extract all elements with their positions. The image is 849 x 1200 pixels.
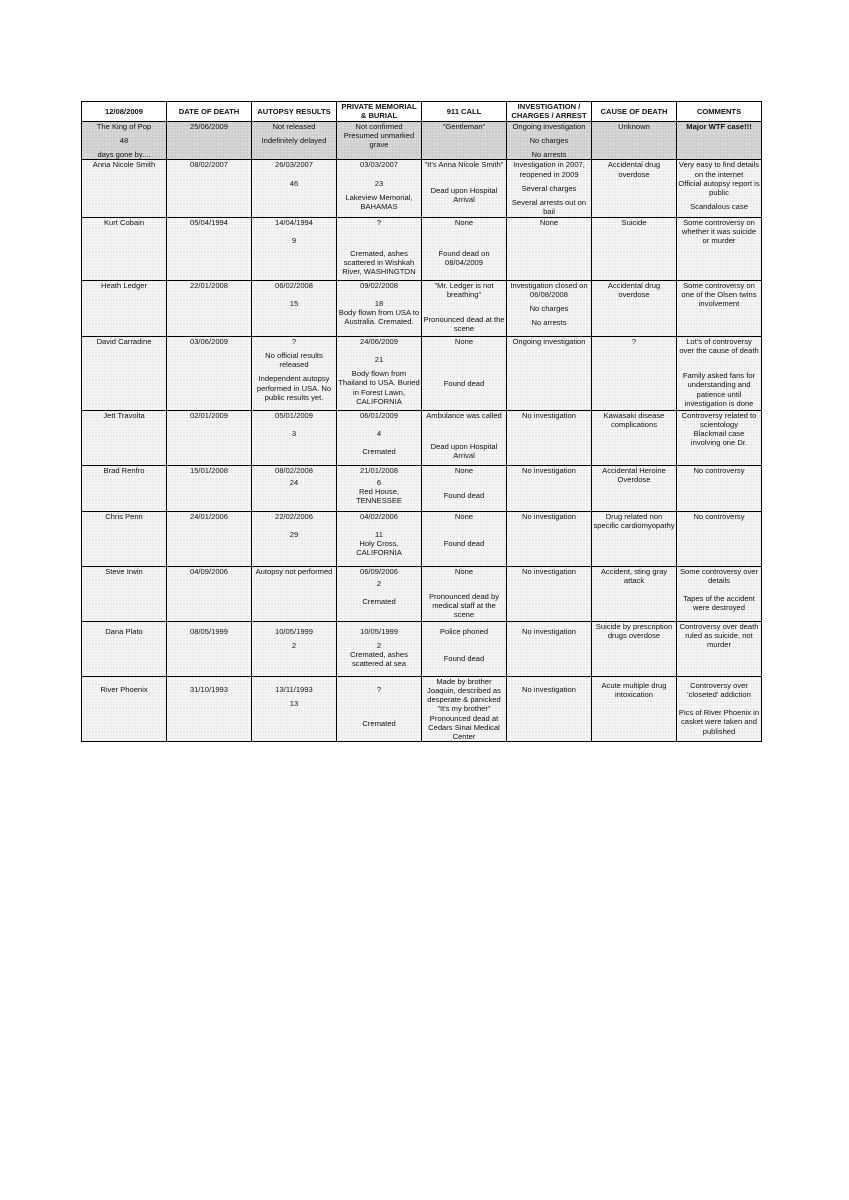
call-cell: [422, 160, 507, 217]
investigation-text: Ongoing investigation: [512, 121, 586, 131]
comment-cell: [677, 160, 762, 217]
memorial-cell: [337, 621, 422, 676]
memorial-days: 6: [376, 477, 382, 487]
name-cell: Steve Irwin: [82, 566, 167, 621]
call-text: None: [454, 217, 474, 227]
arrests-text: No arrests: [531, 318, 567, 328]
autopsy-cell: [252, 511, 337, 566]
memorial-place: Cremated: [362, 718, 396, 728]
autopsy-cell: [252, 280, 337, 336]
cause-cell: Kawasaki disease complications: [592, 410, 677, 465]
call-cell: [422, 676, 507, 742]
comment-cell: Some controversy on whether it was suicide or murder: [677, 217, 762, 280]
table-row: [82, 160, 762, 217]
memorial-date: ?: [376, 684, 382, 694]
table-row: [82, 511, 762, 566]
days-text: days gone by....: [97, 150, 151, 159]
memorial-cell: [337, 217, 422, 280]
call-text: Made by brother Joaquin, described as desperate & panicked "It's my brother": [427, 676, 501, 714]
arrests-text: No arrests: [531, 150, 567, 159]
autopsy-date: 14/04/1994: [274, 217, 313, 227]
autopsy-days: 13: [289, 698, 299, 708]
investigation-cell: No investigation: [507, 676, 592, 742]
comment-text: Lot's of controversy over the cause of death: [679, 336, 759, 355]
header-cause: CAUSE OF DEATH: [592, 102, 677, 122]
autopsy-date: 26/03/2007: [274, 160, 313, 170]
comment-cell: [677, 676, 762, 742]
memorial-place: Body flown from USA to Australia. Cremated.: [338, 308, 420, 327]
memorial-date: 06/01/2009: [359, 410, 398, 420]
name-cell: Heath Ledger: [82, 280, 167, 336]
comment-text: Pics of River Phoenix in casket were taken and published: [678, 708, 760, 736]
call-text: "It's Anna Nicole Smith": [424, 160, 504, 170]
arrests-text: Several arrests out on bail: [511, 198, 587, 217]
cause-cell: Accident, sting gray attack: [592, 566, 677, 621]
comment-text: Blackmail case involving one Dr.: [690, 429, 748, 448]
autopsy-date: 05/01/2009: [274, 410, 313, 420]
name-cell: Kurt Cobain: [82, 217, 167, 280]
cause-cell: Acute multiple drug intoxication: [592, 676, 677, 742]
header-date: 12/08/2009: [82, 102, 167, 122]
autopsy-cell: [252, 465, 337, 511]
memorial-note: Presumed unmarked grave: [343, 130, 415, 149]
header-memorial: PRIVATE MEMORIAL & BURIAL: [337, 102, 422, 122]
memorial-place: Lakeview Memorial, BAHAMAS: [345, 192, 413, 211]
memorial-days: 18: [374, 298, 384, 308]
autopsy-date: 06/02/2008: [274, 280, 313, 290]
cause-cell: Unknown: [592, 121, 677, 160]
investigation-cell: No investigation: [507, 511, 592, 566]
memorial-cell: [337, 336, 422, 410]
cause-cell: Suicide: [592, 217, 677, 280]
comment-text: Controversy related to scientology: [681, 410, 757, 429]
table-row: [82, 676, 762, 742]
call-outcome: Found dead: [443, 490, 485, 500]
charges-text: No charges: [529, 135, 569, 145]
date-cell: 24/01/2006: [167, 511, 252, 566]
call-cell: [422, 566, 507, 621]
date-cell: 25/06/2009: [167, 121, 252, 160]
investigation-cell: No investigation: [507, 566, 592, 621]
call-cell: [422, 465, 507, 511]
investigation-cell: [507, 280, 592, 336]
call-text: None: [454, 511, 474, 521]
table-row: [82, 465, 762, 511]
memorial-place: Red House, TENNESSEE: [356, 487, 402, 506]
cause-cell: ?: [592, 336, 677, 410]
memorial-cell: [337, 465, 422, 511]
autopsy-days: 24: [289, 477, 299, 487]
date-cell: 15/01/2008: [167, 465, 252, 511]
memorial-date: 10/05/1999: [359, 626, 398, 636]
call-text: Ambulance was called: [426, 410, 502, 420]
comment-cell: [677, 566, 762, 621]
memorial-place: Cremated, ashes scattered in Wishkah River, WASHINGTON: [342, 248, 416, 277]
call-outcome: Dead upon Hospital Arrival: [430, 185, 498, 204]
memorial-place: Cremated: [362, 597, 396, 606]
call-cell: [422, 280, 507, 336]
header-row: [82, 102, 762, 122]
call-cell: [422, 621, 507, 676]
autopsy-note: No official results released: [265, 350, 323, 369]
call-outcome: Found dead on 08/04/2009: [438, 248, 490, 267]
autopsy-text: Not released: [272, 121, 316, 131]
call-cell: [422, 511, 507, 566]
call-outcome: Dead upon Hospital Arrival: [430, 441, 498, 460]
memorial-place: Cremated: [362, 447, 396, 456]
name-cell: Brad Renfro: [82, 465, 167, 511]
name-cell: Jett Travolta: [82, 410, 167, 465]
comment-cell: Major WTF case!!!: [677, 121, 762, 160]
name-cell: Dana Plato: [82, 621, 167, 676]
investigation-text: Investigation in 2007, reopened in 2009: [513, 160, 585, 179]
comment-cell: [677, 410, 762, 465]
date-cell: 08/02/2007: [167, 160, 252, 217]
memorial-date: 04/02/2006: [359, 511, 398, 521]
memorial-date: 03/03/2007: [359, 160, 398, 170]
celebrity-deaths-table: [81, 101, 762, 742]
autopsy-date: ?: [291, 336, 297, 346]
date-cell: 03/06/2009: [167, 336, 252, 410]
comment-cell: Some controversy on one of the Olsen twins involvement: [677, 280, 762, 336]
cause-cell: Accidental Heroine Overdose: [592, 465, 677, 511]
autopsy-cell: [252, 676, 337, 742]
memorial-days: 23: [374, 178, 384, 188]
cause-cell: Suicide by prescription drugs overdose: [592, 621, 677, 676]
comment-text: Some controversy over details: [679, 566, 759, 585]
name-text: The King of Pop: [96, 121, 152, 131]
table-row: [82, 121, 762, 160]
autopsy-days: 46: [289, 178, 299, 188]
call-outcome: Found dead: [443, 653, 485, 663]
investigation-cell: [507, 160, 592, 217]
name-cell: Anna Nicole Smith: [82, 160, 167, 217]
autopsy-cell: [252, 160, 337, 217]
charges-text: No charges: [529, 304, 569, 313]
autopsy-days: 9: [291, 235, 297, 245]
investigation-text: Investigation closed on 06/08/2008: [510, 280, 588, 299]
date-cell: 22/01/2008: [167, 280, 252, 336]
comment-text: Family asked fans for understanding and patience until investigation is done: [682, 371, 756, 408]
header-autopsy: AUTOPSY RESULTS: [252, 102, 337, 122]
days-count: 48: [119, 135, 129, 145]
table-row: [82, 410, 762, 465]
call-text: Police phoned: [439, 626, 489, 636]
investigation-cell: No investigation: [507, 465, 592, 511]
autopsy-cell: [252, 621, 337, 676]
cause-cell: Accidental drug overdose: [592, 280, 677, 336]
investigation-cell: [507, 121, 592, 160]
comment-cell: No controversy: [677, 465, 762, 511]
investigation-cell: No investigation: [507, 410, 592, 465]
comment-text: Tapes of the accident were destroyed: [683, 594, 755, 613]
memorial-date: ?: [376, 217, 382, 227]
date-cell: 04/09/2006: [167, 566, 252, 621]
call-outcome: Found dead: [443, 538, 485, 548]
comment-cell: No controversy: [677, 511, 762, 566]
date-cell: 02/01/2009: [167, 410, 252, 465]
comment-text: Controversy over 'closeted' addiction: [687, 680, 751, 699]
call-cell: [422, 217, 507, 280]
autopsy-date: 22/02/2006: [274, 511, 313, 521]
autopsy-cell: [252, 336, 337, 410]
call-outcome: Pronounced dead by medical staff at the scene: [428, 591, 500, 620]
memorial-days: 11: [375, 529, 383, 539]
call-cell: [422, 336, 507, 410]
memorial-days: 2: [376, 578, 382, 588]
call-outcome: Pronounced dead at the scene: [423, 315, 505, 334]
investigation-cell: None: [507, 217, 592, 280]
comment-text: Very easy to find details on the internet: [678, 160, 760, 179]
header-comments: COMMENTS: [677, 102, 762, 122]
memorial-date: 09/02/2008: [359, 280, 398, 290]
call-outcome: Found dead: [443, 378, 485, 388]
autopsy-date: 10/05/1999: [274, 626, 313, 636]
table-row: [82, 621, 762, 676]
memorial-place: Holy Cross, CALIFORNIA: [356, 539, 402, 558]
autopsy-cell: [252, 217, 337, 280]
memorial-date: 24/06/2009: [359, 336, 398, 346]
investigation-cell: Ongoing investigation: [507, 336, 592, 410]
memorial-days: 2: [376, 640, 382, 650]
memorial-place: Cremated, ashes scattered at sea: [350, 650, 408, 669]
memorial-cell: [337, 410, 422, 465]
comment-text: Official autopsy report is public: [678, 178, 760, 197]
call-text: "Mr. Ledger is not breathing": [434, 280, 494, 299]
memorial-cell: [337, 676, 422, 742]
autopsy-cell: [252, 121, 337, 160]
name-cell: Chris Penn: [82, 511, 167, 566]
autopsy-cell: Autopsy not performed: [252, 566, 337, 621]
memorial-days: 4: [376, 428, 382, 438]
memorial-days: 21: [374, 354, 384, 364]
cause-cell: Drug related non specific cardiomyopathy: [592, 511, 677, 566]
memorial-place: Body flown from Thailand to USA. Buried in Forest Lawn, CALIFORNIA: [338, 369, 420, 406]
name-cell: [82, 121, 167, 160]
autopsy-note: Indefinitely delayed: [261, 135, 327, 145]
memorial-cell: [337, 280, 422, 336]
autopsy-date: 08/02/2008: [274, 465, 313, 475]
table-row: [82, 217, 762, 280]
comment-cell: [677, 336, 762, 410]
date-cell: 05/04/1994: [167, 217, 252, 280]
call-text: None: [454, 336, 474, 346]
call-text: None: [454, 566, 474, 576]
autopsy-days: 15: [289, 298, 299, 308]
cause-cell: Accidental drug overdose: [592, 160, 677, 217]
comment-text: Scandalous case: [690, 202, 748, 212]
call-text: None: [454, 465, 474, 475]
call-cell: [422, 410, 507, 465]
header-date-of-death: DATE OF DEATH: [167, 102, 252, 122]
call-outcome: Pronounced dead at Cedars Sinai Medical Center: [428, 713, 500, 741]
date-cell: 31/10/1993: [167, 676, 252, 742]
header-911-call: 911 CALL: [422, 102, 507, 122]
table-row: [82, 566, 762, 621]
memorial-date: 21/01/2008: [359, 465, 398, 475]
header-investigation: INVESTIGATION / CHARGES / ARREST: [507, 102, 592, 122]
table-row: [82, 336, 762, 410]
name-cell: River Phoenix: [82, 676, 167, 742]
memorial-text: Not confirmed: [355, 121, 403, 131]
memorial-cell: [337, 511, 422, 566]
memorial-date: 06/09/2006: [359, 566, 398, 576]
name-cell: David Carradine: [82, 336, 167, 410]
autopsy-date: 13/11/1993: [275, 684, 313, 694]
call-cell: "Gentleman": [422, 121, 507, 160]
charges-text: Several charges: [521, 183, 577, 193]
autopsy-days: 29: [289, 529, 299, 539]
autopsy-cell: [252, 410, 337, 465]
autopsy-days: 3: [291, 428, 297, 438]
comment-cell: Controversy over death ruled as suicide, not murder: [677, 621, 762, 676]
date-cell: 08/05/1999: [167, 621, 252, 676]
memorial-cell: [337, 566, 422, 621]
autopsy-note: Independent autopsy performed in USA. No public results yet.: [256, 374, 332, 402]
memorial-cell: [337, 160, 422, 217]
table-row: [82, 280, 762, 336]
autopsy-days: 2: [291, 640, 297, 650]
memorial-cell: [337, 121, 422, 160]
investigation-cell: No investigation: [507, 621, 592, 676]
